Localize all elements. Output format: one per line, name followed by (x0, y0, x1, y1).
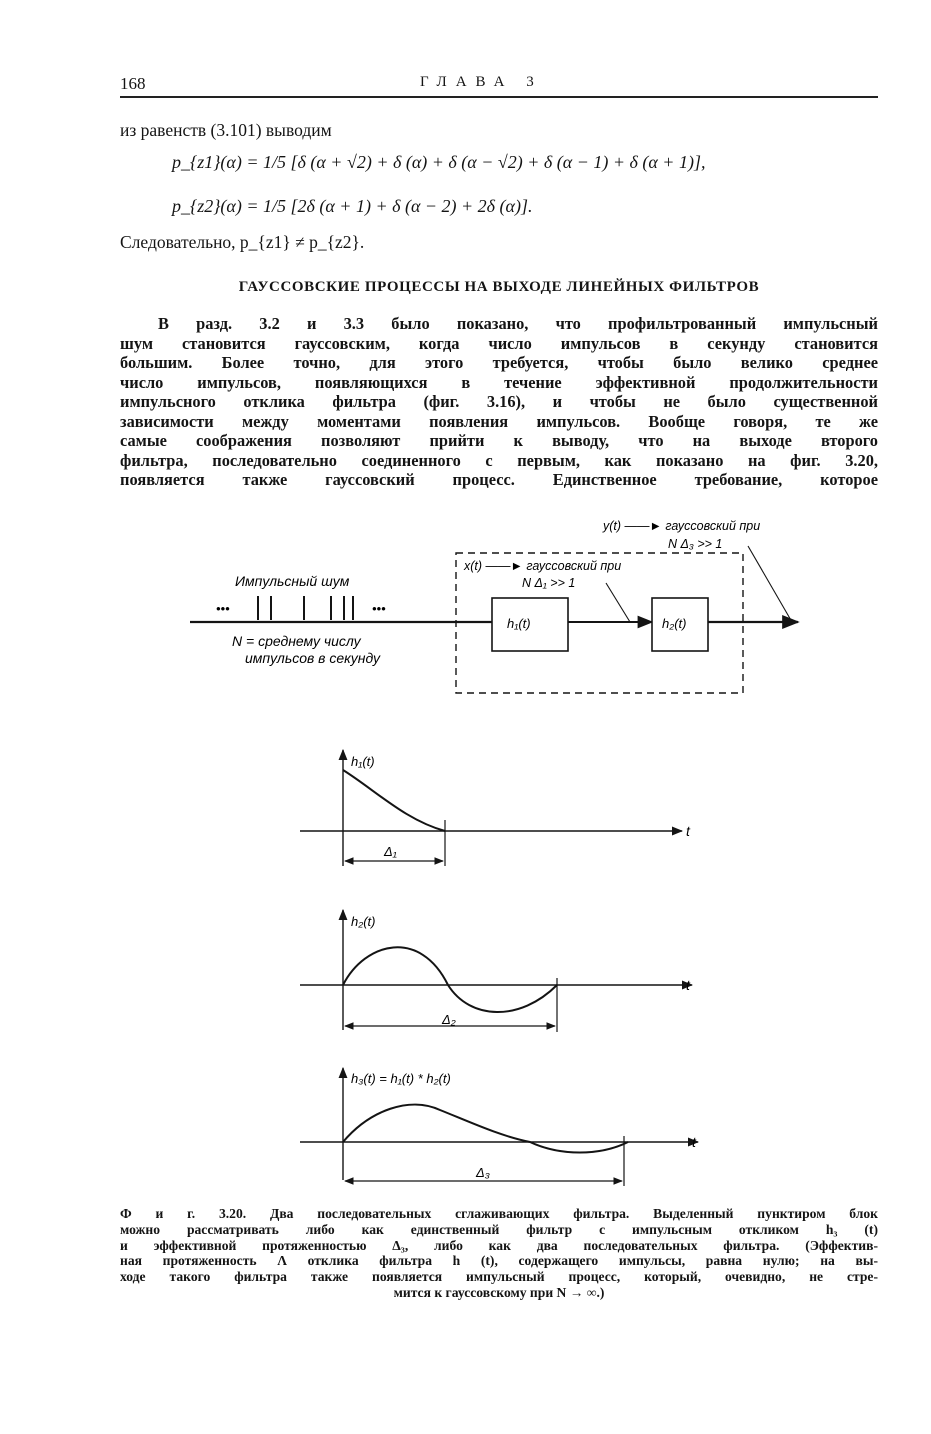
x-pointer (606, 583, 630, 622)
noise-label: Импульсный шум (235, 573, 350, 589)
formula-pz1: p_{z1}(α) = 1/5 [δ (α + √2) + δ (α) + δ (α − √2) + δ (α − 1) + δ (α + 1)], (172, 152, 706, 172)
paragraph-line: шум становится гауссовским, когда число импульсов в секунду становится (120, 333, 878, 353)
n-label-line1: N = среднему числу (232, 633, 361, 649)
plot2-ylabel: h₂(t) (351, 914, 376, 929)
caption-line: и эффективной протяженностью Δ₃, либо как два последовательных фильтра. (Эффектив- (120, 1237, 878, 1253)
paragraph-line: зависимости между моментами появления импульсов. Вообще говоря, те же (120, 411, 878, 431)
caption-line: ная протяженность Λ отклика фильтра h (t), содержащего импульсы, равна нулю; на вы- (120, 1253, 878, 1269)
plot2-width-label: Δ₂ (442, 1012, 456, 1027)
noise-impulses (258, 596, 353, 620)
noise-dots-left: ••• (216, 601, 230, 616)
plot1-xlabel: t (686, 823, 690, 839)
block2-label: h₂(t) (662, 616, 687, 631)
formula-pz2: p_{z2}(α) = 1/5 [2δ (α + 1) + δ (α − 2) + 2δ (α)]. (172, 196, 533, 216)
plot3-curve (343, 1105, 628, 1153)
y-label-line1: y(t) ——► гауссовский при (603, 519, 761, 533)
plot3-ylabel: h₃(t) = h₁(t) * h₂(t) (351, 1071, 451, 1086)
page-number: 168 (120, 74, 146, 93)
paragraph-line: большим. Более точно, для этого требуется, чтобы было велико среднее (120, 353, 878, 372)
plot1-curve (343, 770, 445, 831)
noise-dots-right: ••• (372, 601, 386, 616)
section-title: ГАУССОВСКИЕ ПРОЦЕССЫ НА ВЫХОДЕ ЛИНЕЙНЫХ ФИЛЬТРОВ (238, 279, 760, 295)
y-label-line2: N Δ₃ >> 1 (668, 537, 723, 551)
y-pointer (748, 546, 792, 622)
x-label-line1: x(t) ——► гауссовский при (464, 559, 622, 573)
plot-h3 (300, 1068, 698, 1186)
paragraph-line: появляется также гауссовский процесс. Единственное требование, которое (120, 470, 878, 489)
paragraph-line: самые соображения позволяют прийти к выводу, что на выходе второго (120, 431, 878, 450)
plot1-ylabel: h₁(t) (351, 754, 375, 769)
page-header (120, 74, 878, 98)
figure-3-20 (0, 500, 931, 1200)
plot1-width-label: Δ₁ (384, 844, 397, 859)
caption-line: можно рассматривать либо как единственный фильтр с импульсным откликом h₃ (t) (120, 1221, 878, 1237)
plot-h2 (300, 910, 692, 1032)
figure-caption (120, 1206, 878, 1301)
body-paragraph (120, 314, 878, 490)
block-diagram (190, 519, 798, 693)
intro-line: из равенств (3.101) выводим (120, 120, 332, 140)
caption-line: мится к гауссовскому при N → ∞.) (393, 1284, 605, 1300)
plot3-xlabel: t (692, 1134, 696, 1150)
plot2-xlabel: t (686, 977, 690, 993)
plot3-width-label: Δ₃ (476, 1165, 490, 1180)
caption-line: Ф и г. 3.20. Два последовательных сглаживающих фильтра. Выделенный пунктиром блок (120, 1206, 878, 1221)
paragraph-line: В разд. 3.2 и 3.3 было показано, что профильтрованный импульсный (158, 314, 878, 333)
n-label-line2: импульсов в секунду (245, 650, 381, 666)
paragraph-line: число импульсов, появляющихся в течение эффективной продолжительности (120, 372, 878, 392)
block1-label: h₁(t) (507, 616, 531, 631)
chapter-title: ГЛАВА 3 (420, 74, 543, 90)
caption-line: ходе такого фильтра также появляется импульсный процесс, который, очевидно, не стре- (120, 1269, 878, 1285)
plot2-curve (343, 947, 557, 1012)
plot-h1 (300, 750, 691, 866)
x-label-line2: N Δ₁ >> 1 (522, 576, 576, 590)
paragraph-line: фильтра, последовательно соединенного с первым, как показано на фиг. 3.20, (120, 450, 878, 470)
paragraph-line: импульсного отклика фильтра (фиг. 3.16), и чтобы не было существенной (120, 392, 878, 411)
conclusion-line: Следовательно, p_{z1} ≠ p_{z2}. (120, 232, 365, 252)
